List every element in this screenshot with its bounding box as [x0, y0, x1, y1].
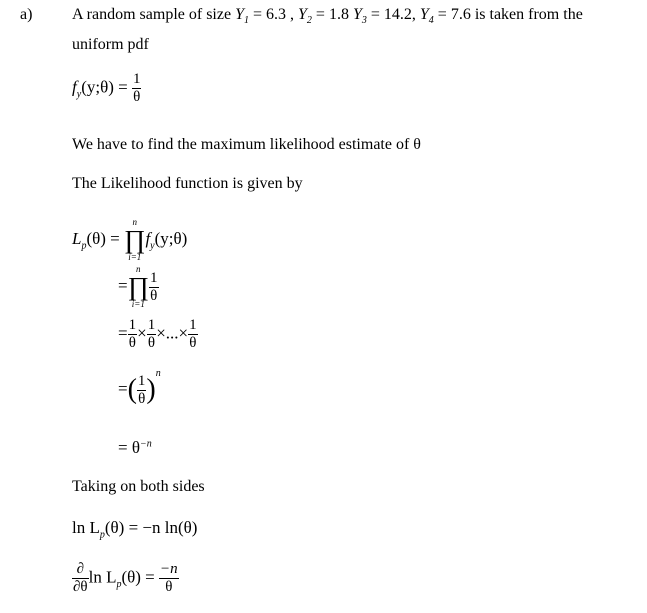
- pdf-fraction: $\frac{1}{\theta}$: [132, 71, 141, 105]
- log-likelihood-equation: $\ln L_p(\theta) = -n$ ln(θ): [72, 518, 198, 541]
- pdf-equation: $f_y(y;\theta)$ = $\frac{1}{\theta}$: [72, 71, 141, 105]
- sample-y2-value: = 1.8: [315, 6, 349, 23]
- product-operator: n ∏ i=1: [124, 217, 146, 262]
- sample-y3: $Y_3$: [352, 6, 367, 27]
- goal-text: We have to find the maximum likelihood estimate of θ: [72, 136, 421, 153]
- sample-y1-value: = 6.3 ,: [252, 6, 295, 23]
- intro-line-1: [72, 6, 583, 26]
- sample-y2: $Y_2$: [298, 6, 312, 27]
- taking-text: Taking on both sides: [72, 478, 205, 495]
- product-operator: n ∏ i=1: [127, 264, 149, 309]
- sample-y4-value: = 7.6: [437, 6, 471, 23]
- part-label: a): [20, 6, 33, 23]
- likelihood-intro: The Likelihood function is given by: [72, 175, 303, 192]
- intro-prefix: A random sample of size: [72, 6, 236, 23]
- likelihood-equation-2: = n ∏ i=1 $\frac{1}{\theta}$: [118, 264, 158, 309]
- likelihood-equation-3: = $\frac{1}{\theta}$ × $\frac{1}{\theta}$ ×...× $\frac{1}{\theta}$: [118, 317, 197, 351]
- likelihood-equation-5: = $\theta^{-n}$: [118, 438, 152, 457]
- likelihood-equation-4: =( $\frac{1}{\theta}$ )$^n$: [118, 368, 161, 407]
- intro-line-2: uniform pdf: [72, 36, 149, 53]
- sample-y4: $Y_4$: [419, 6, 434, 27]
- likelihood-equation-1: $L_p(\theta)$ = n ∏ i=1 $f_y(y;\theta)$: [72, 217, 188, 262]
- derivative-equation: $\frac{\partial}{\partial\theta}$ $\ln L_p(\theta)$ = $\frac{-n}{\theta}$: [73, 561, 178, 595]
- intro-suffix: is taken from the: [470, 6, 583, 23]
- sample-y3-value: = 14.2,: [370, 6, 416, 23]
- sample-y1: $Y_1$: [235, 6, 249, 27]
